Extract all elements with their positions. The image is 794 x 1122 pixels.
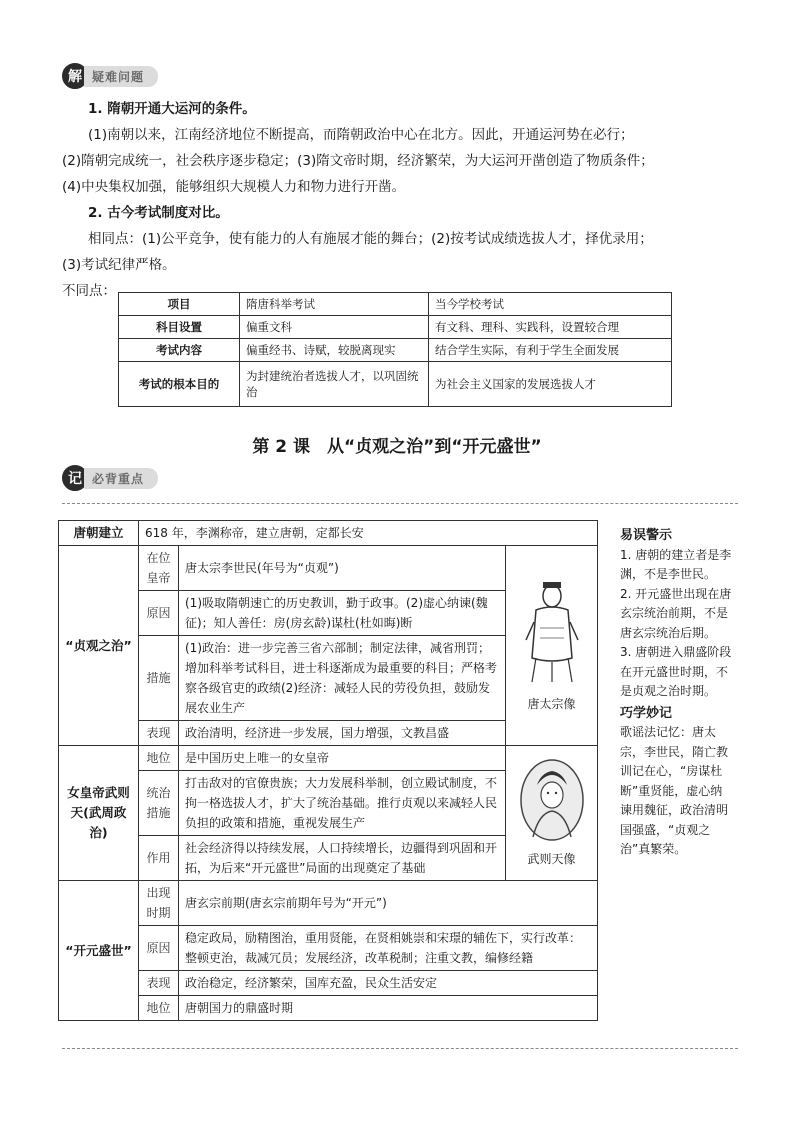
ji-badge-icon: 记	[62, 465, 88, 491]
row-label: 女皇帝武则天(武周政治)	[59, 746, 139, 881]
sub-label: 作用	[139, 836, 179, 881]
taizong-portrait-icon	[522, 578, 582, 688]
table-row	[59, 546, 598, 591]
sub-label: 原因	[139, 591, 179, 636]
table-cell: 科目设置	[119, 316, 240, 339]
portrait-caption: 唐太宗像	[527, 696, 576, 711]
jie-badge-icon: 解	[62, 63, 88, 89]
sub-label: 表现	[139, 971, 179, 996]
table-cell: 结合学生实际，有利于学生全面发展	[429, 339, 672, 362]
portrait-cell	[506, 746, 598, 881]
table-row	[59, 746, 598, 771]
q1-line: (1)南朝以来，江南经济地位不断提高，而隋朝政治中心在北方。因此，开通运河势在必行；	[88, 127, 634, 143]
row-label: “贞观之治”	[59, 546, 139, 746]
q2-same: 相同点：(1)公平竞争，使有能力的人有施展才能的舞台；(2)按考试成绩选拔人才，择优录用；	[88, 231, 653, 247]
table-cell: 偏重文科	[240, 316, 429, 339]
sidebar-warn-item: 2. 开元盛世出现在唐玄宗统治前期，不是唐玄宗统治后期。	[620, 586, 732, 640]
table-cell: 为社会主义国家的发展选拔人才	[429, 362, 672, 407]
table-cell: 考试的根本目的	[119, 362, 240, 407]
sidebar	[620, 526, 732, 860]
table-cell: 政治稳定，经济繁荣，国库充盈，民众生活安定	[179, 971, 598, 996]
table-row	[119, 362, 672, 407]
table-cell: 偏重经书、诗赋，较脱离现实	[240, 339, 429, 362]
table-header: 项目	[119, 293, 240, 316]
table-cell: 唐太宗李世民(年号为“贞观”)	[179, 546, 506, 591]
table-cell: (1)政治：进一步完善三省六部制；制定法律，减省刑罚；增加科举考试科目，进士科逐渐成为最重要的科目；严格考察各级官吏的政绩(2)经济：减轻人民的劳役负担，鼓励发展农业生产	[179, 636, 506, 721]
section-badge-jie	[62, 64, 158, 88]
table-cell: 社会经济得以持续发展，人口持续增长，边疆得到巩固和开拓，为后来“开元盛世”局面的出现奠定了基础	[179, 836, 506, 881]
section-label: 必背重点	[84, 468, 158, 489]
table-cell: 稳定政局，励精图治，重用贤能，在贤相姚崇和宋璟的辅佐下，实行改革：整顿吏治，裁减冗员；发展经济，改革税制；注重文教，编修经籍	[179, 926, 598, 971]
table-cell: 是中国历史上唯一的女皇帝	[179, 746, 506, 771]
table-row	[59, 881, 598, 926]
sub-label: 地位	[139, 746, 179, 771]
sub-label: 原因	[139, 926, 179, 971]
sub-label: 统治措施	[139, 771, 179, 836]
row-label: “开元盛世”	[59, 881, 139, 1021]
table-header: 当今学校考试	[429, 293, 672, 316]
table-row	[119, 316, 672, 339]
table-cell: 唐玄宗前期(唐玄宗前期年号为“开元”)	[179, 881, 598, 926]
table-cell: 618 年，李渊称帝，建立唐朝，定都长安	[139, 521, 598, 546]
table-row	[59, 926, 598, 971]
sub-label: 在位皇帝	[139, 546, 179, 591]
q1-line: (4)中央集权加强，能够组织大规模人力和物力进行开凿。	[62, 179, 406, 195]
table-cell: (1)吸取隋朝速亡的历史教训，勤于政事。(2)虚心纳谏(魏征)；知人善任：房(房玄龄)谋杜(杜如晦)断	[179, 591, 506, 636]
portrait-cell	[506, 546, 598, 746]
sidebar-warn-item: 3. 唐朝进入鼎盛阶段在开元盛世时期，不是贞观之治时期。	[620, 645, 732, 698]
sidebar-memo-title: 巧学妙记	[620, 705, 673, 721]
sidebar-memo-text: 歌谣法记忆：唐太宗，李世民，隋亡教训记在心，“房谋杜断”重贤能，虚心纳谏用魏征，政治清明国强盛，“贞观之治”真繁荣。	[620, 725, 729, 856]
section-badge-ji	[62, 466, 158, 490]
q2-diff-label: 不同点：	[62, 283, 116, 299]
table-cell: 政治清明，经济进一步发展，国力增强，文教昌盛	[179, 721, 506, 746]
q1-title: 1. 隋朝开通大运河的条件。	[88, 101, 256, 117]
sub-label: 地位	[139, 996, 179, 1021]
lesson-title: 第 2 课 从“贞观之治”到“开元盛世”	[252, 437, 542, 457]
table-cell: 打击敌对的官僚贵族；大力发展科举制，创立殿试制度，不拘一格选拔人才，扩大了统治基础。推行贞观以来减轻人民负担的政策和措施，重视发展生产	[179, 771, 506, 836]
table-header-row	[119, 293, 672, 316]
table-cell: 唐朝国力的鼎盛时期	[179, 996, 598, 1021]
sidebar-warn-title: 易误警示	[620, 528, 673, 543]
sub-label: 措施	[139, 636, 179, 721]
table-row	[59, 996, 598, 1021]
portrait-caption: 武则天像	[527, 852, 576, 866]
knowledge-table	[58, 520, 598, 1021]
wuzetian-portrait-icon	[519, 757, 585, 843]
table-header: 隋唐科举考试	[240, 293, 429, 316]
q2-title: 2. 古今考试制度对比。	[88, 205, 229, 221]
comparison-table	[118, 292, 672, 407]
divider	[62, 503, 738, 504]
table-row	[59, 971, 598, 996]
question-block	[62, 96, 742, 304]
table-cell: 为封建统治者选拔人才，以巩固统治	[240, 362, 429, 407]
q2-same: (3)考试纪律严格。	[62, 257, 176, 273]
sub-label: 表现	[139, 721, 179, 746]
table-row	[119, 339, 672, 362]
section-label: 疑难问题	[84, 66, 158, 87]
q1-line: (2)隋朝完成统一，社会秩序逐步稳定；(3)隋文帝时期，经济繁荣，为大运河开凿创造了物质条件；	[62, 153, 654, 169]
table-row	[59, 521, 598, 546]
bottom-divider	[62, 1048, 738, 1049]
sub-label: 出现时期	[139, 881, 179, 926]
row-label: 唐朝建立	[59, 521, 139, 546]
sidebar-warn-item: 1. 唐朝的建立者是李渊，不是李世民。	[620, 547, 732, 581]
table-cell: 有文科、理科、实践科，设置较合理	[429, 316, 672, 339]
table-cell: 考试内容	[119, 339, 240, 362]
